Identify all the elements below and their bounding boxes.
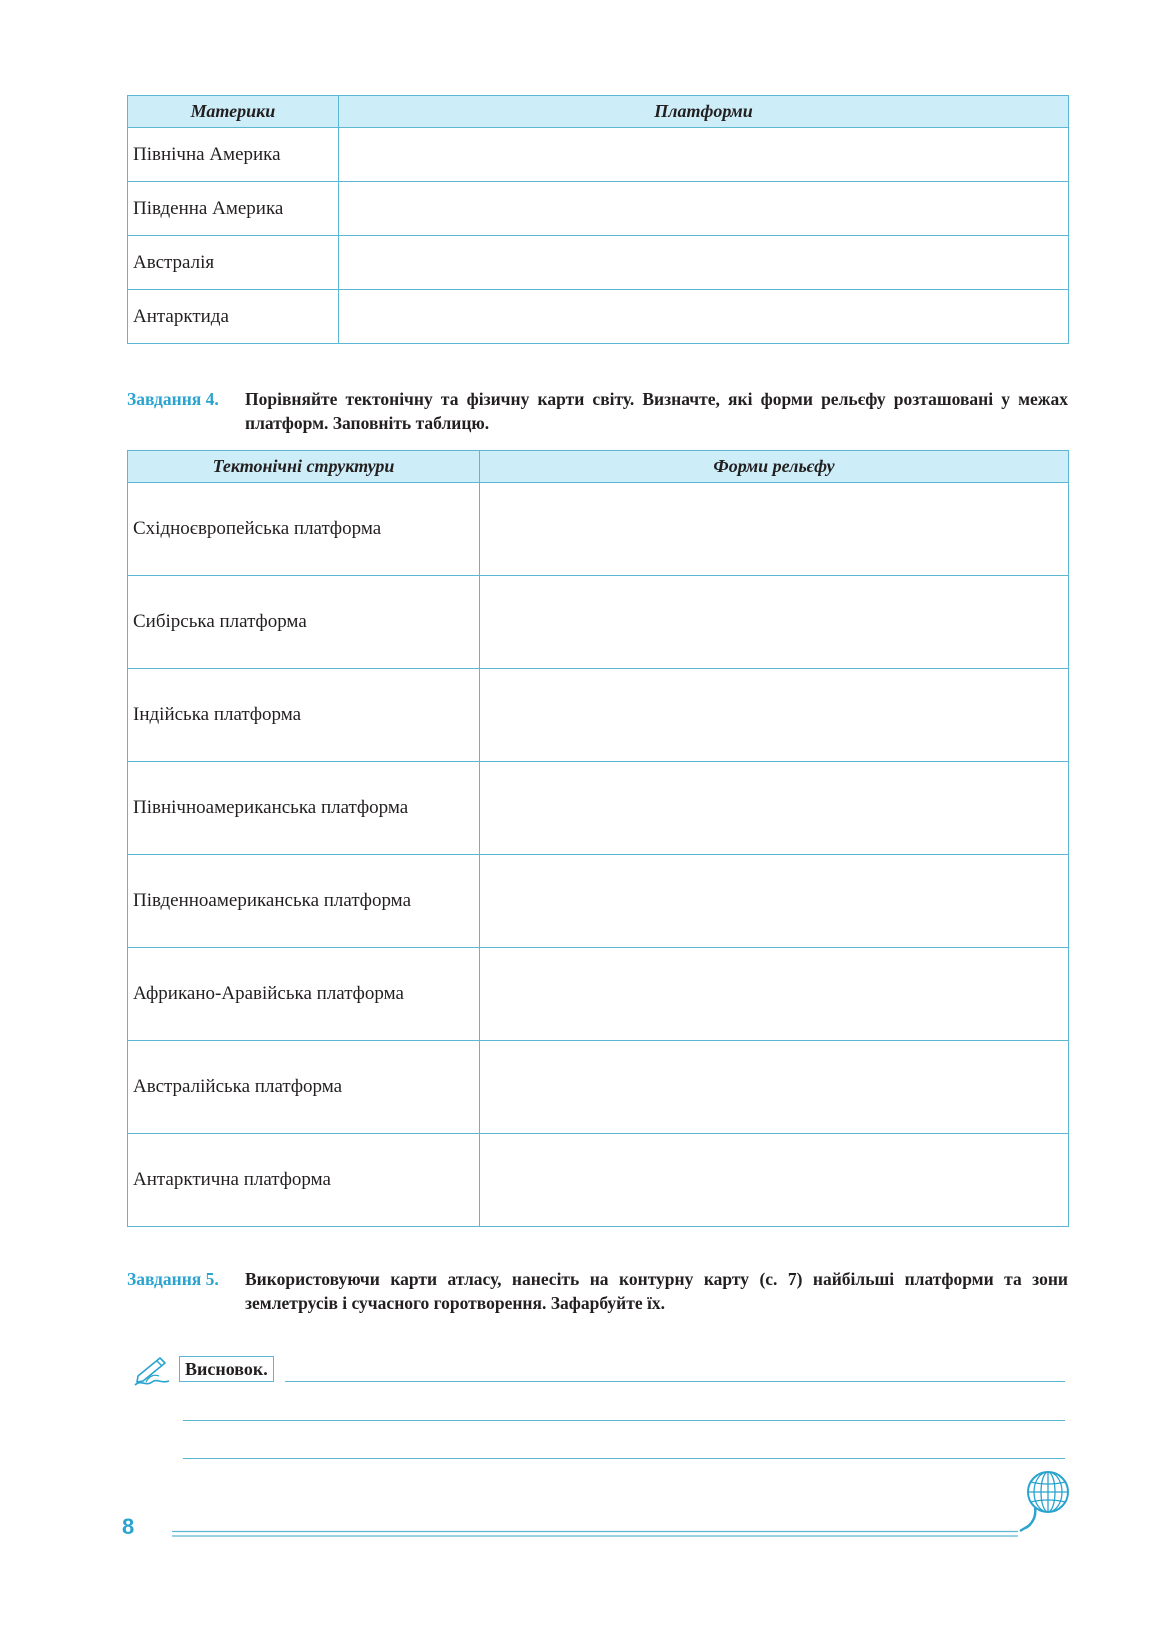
table-row — [128, 576, 1069, 669]
conclusion-answer-line[interactable] — [285, 1381, 1065, 1382]
pen-writing-icon — [132, 1354, 172, 1388]
header-relief-forms: Форми рельєфу — [480, 451, 1069, 483]
conclusion-label: Висновок. — [179, 1356, 274, 1382]
header-tectonic-structures: Тектонічні структури — [128, 451, 480, 483]
table-row — [128, 483, 1069, 576]
answer-cell[interactable] — [480, 948, 1069, 1041]
table-row — [128, 948, 1069, 1041]
row-label: Австралія — [128, 236, 339, 290]
answer-cell[interactable] — [480, 1041, 1069, 1134]
table-row — [128, 1134, 1069, 1227]
answer-cell[interactable] — [339, 236, 1069, 290]
header-continents: Материки — [128, 96, 339, 128]
row-label: Північноамериканська платформа — [128, 762, 480, 855]
row-label: Південноамериканська платформа — [128, 855, 480, 948]
row-label: Південна Америка — [128, 182, 339, 236]
table-row — [128, 236, 1069, 290]
row-label: Африкано-Аравійська платформа — [128, 948, 480, 1041]
answer-cell[interactable] — [339, 182, 1069, 236]
header-platforms: Платформи — [339, 96, 1069, 128]
answer-cell[interactable] — [480, 855, 1069, 948]
conclusion-answer-line[interactable] — [183, 1458, 1065, 1459]
table-header-row — [128, 451, 1069, 483]
answer-cell[interactable] — [480, 483, 1069, 576]
answer-cell[interactable] — [480, 669, 1069, 762]
answer-cell[interactable] — [480, 576, 1069, 669]
task-4-text: Порівняйте тектонічну та фізичну карти світу. Визначте, які форми рельєфу розташовані у межах платформ. Заповніть таблицю. — [245, 389, 1068, 433]
task-5 — [127, 1267, 1068, 1315]
row-label: Антарктида — [128, 290, 339, 344]
page-number: 8 — [122, 1514, 135, 1539]
answer-cell[interactable] — [339, 128, 1069, 182]
row-label: Індійська платформа — [128, 669, 480, 762]
conclusion-answer-line[interactable] — [183, 1420, 1065, 1421]
answer-cell[interactable] — [480, 1134, 1069, 1227]
task-4 — [127, 387, 1068, 435]
table-header-row — [128, 96, 1069, 128]
table-row — [128, 182, 1069, 236]
row-label: Північна Америка — [128, 128, 339, 182]
task-5-text: Використовуючи карти атласу, нанесіть на контурну карту (с. 7) найбільші платформи та зони землетрусів і сучасного горотворення. Зафарбуйте їх. — [245, 1269, 1068, 1313]
table-row — [128, 128, 1069, 182]
table-row — [128, 762, 1069, 855]
table-row — [128, 1041, 1069, 1134]
row-label: Австралійська платформа — [128, 1041, 480, 1134]
table-row — [128, 290, 1069, 344]
row-label: Східноєвропейська платформа — [128, 483, 480, 576]
footer-rule — [172, 1530, 1018, 1538]
table-row — [128, 855, 1069, 948]
row-label: Антарктична платформа — [128, 1134, 480, 1227]
tectonic-relief-table — [127, 450, 1069, 1227]
table-row — [128, 669, 1069, 762]
task-5-label: Завдання 5. — [127, 1269, 219, 1289]
task-4-label: Завдання 4. — [127, 389, 219, 409]
globe-icon — [1018, 1468, 1070, 1534]
row-label: Сибірська платформа — [128, 576, 480, 669]
answer-cell[interactable] — [339, 290, 1069, 344]
continents-platforms-table — [127, 95, 1069, 344]
answer-cell[interactable] — [480, 762, 1069, 855]
